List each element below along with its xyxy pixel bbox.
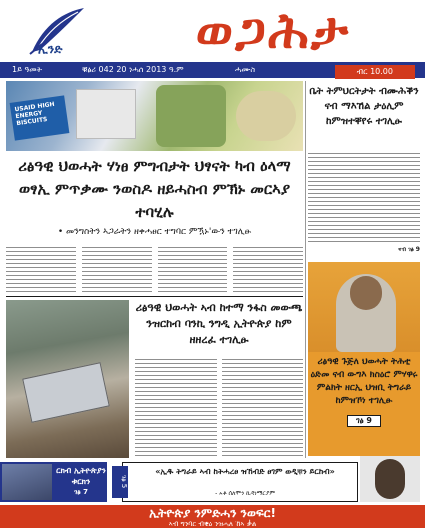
right-body-text [308,150,420,242]
person-face [350,276,382,310]
dateline-bar [0,62,425,78]
body-column [233,244,303,294]
body-column [82,244,152,294]
lead-body-text [6,244,303,294]
story2-body-text [135,356,303,458]
right-feature-box [308,352,420,456]
wreckage-photo [6,300,129,458]
lead-subheadline: • መንግስትን ኣጋራትን ዘቀሓፀር ተግባር ምዃኑ'ውን ተገሊፁ [57,227,252,237]
quote-credit: - ኣቶ ሰለሞን ኪዳነማርያም [215,490,275,497]
masthead-title: ወጋሕታ [195,2,351,60]
body-column [222,356,304,458]
quote-text: «ኢዱ ትግራይ ኣብ ከትሓረፀ ዝኸብድ ፀገም ወዲቑን ይርከብ» [155,467,335,476]
right-headline[interactable]: ቤት ትምህርትታት ብሙሕቕን ናብ ማእኸል ታዕሊም ከምዝተቐየሩ ተገሊፁ [309,86,419,127]
lead-headline[interactable]: ሪፅዓዊ ህወሓት ሃነፀ ምግብታት ህፃናት ካብ ዕላማ ወፃኢ ምጥቃሙ ንወስዶ ዘይሓስብ ምኽኑ መርኣያ ተባሂሉ [18,157,291,221]
body-column [135,356,217,458]
teaser-left-title: ርክብ ኢትዮጵያን ቱርክን [56,466,106,486]
logo-label: ኢንድ [38,42,63,56]
biscuit-pack-image [76,89,136,139]
footer-banner: ኢትዮጵያ ንምድሓን ንወፍር! [0,505,425,528]
quote-page-tab[interactable]: ገፅ 5 [112,466,128,498]
column-divider [305,81,306,458]
dateline-year: 1ይ ዓመት [12,65,42,74]
portrait-head [375,459,405,499]
story2-headline[interactable]: ሪፅዓዊ ህወሓት ኣብ ከተማ ንፋስ መውጫ ንዝርከብ ባንኪ ንግዲ ኢትዮጵያ ከም ዘዘረፈ ተገሊፁ [135,301,303,346]
quote-portrait [360,456,420,502]
lead-photo [6,81,303,151]
body-column [158,244,228,294]
dateline-issue: ቑፅሪ 042 20 ነሓሰ 2013 ዓ.ም [82,65,184,74]
biscuit-pile-image [236,91,296,141]
masthead [0,0,425,62]
vehicle-image [22,362,110,423]
footer-subline: ኣብ ግንባር ብቑዕ ንዝሓለ ኸኣ ቃል [168,520,257,528]
dateline-day: ሓሙስ [235,65,256,74]
price-badge: ብር 10.00 [335,65,415,79]
portrait-photo [308,262,420,352]
teaser-left-page: ገፅ 7 [74,488,88,496]
teaser-left-text[interactable] [55,462,107,502]
right-jump-link[interactable]: ናብ ገፅ 9 [398,246,420,253]
section-rule [6,296,303,297]
food-bag-image [156,85,226,147]
right-feature-page[interactable]: ገፅ 9 [347,415,381,427]
right-feature-text[interactable]: ሪፅዓዊ ጉጅለ ህወሓት ትሕቲ ዕድመ ናብ ውግእ ክስዕሮ ምሃዋሩ ምልክት ዘርኢ ህዝቢ ትግራይ ከምዝኾነ ተገሊፁ [310,357,418,406]
leaders-photo [2,464,52,500]
body-column [6,244,76,294]
biscuit-box-image: USAID HIGH ENERGY BISCUITS [10,95,70,140]
